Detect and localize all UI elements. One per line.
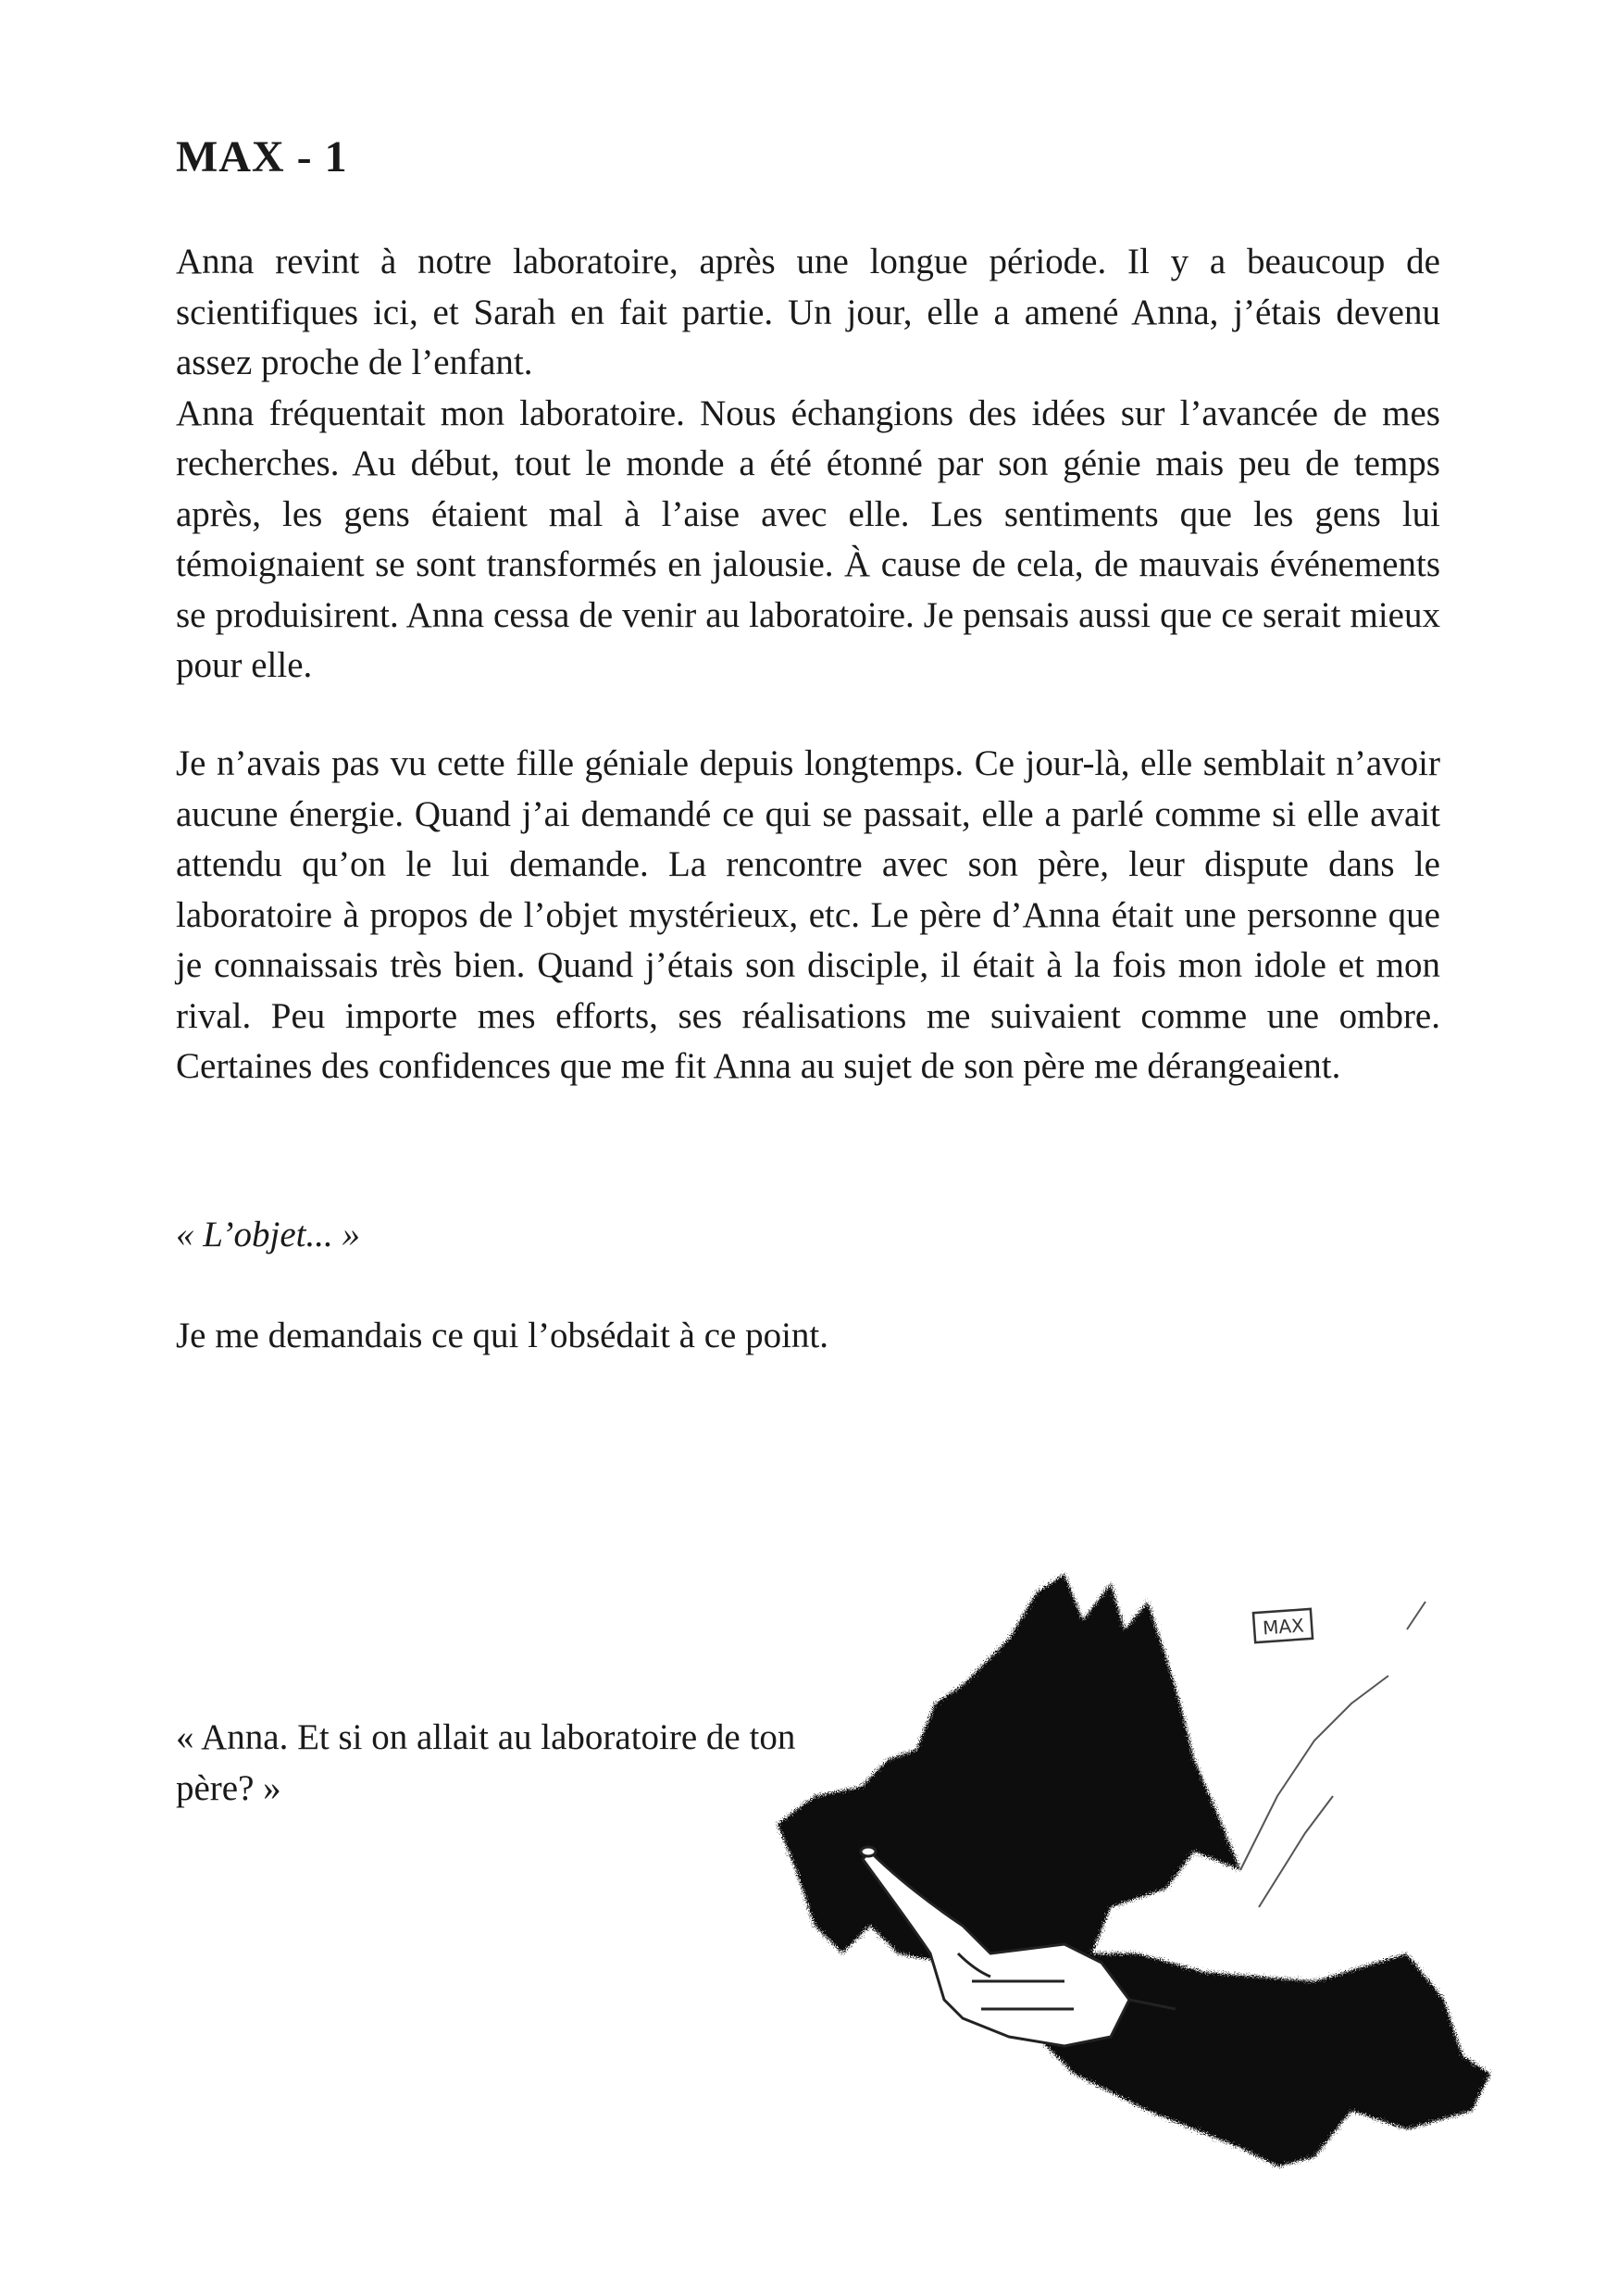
paragraph-2: Je n’avais pas vu cette fille géniale depuis longtemps. Ce jour-là, elle semblait n’avoir aucune énergie. Quand j’ai demandé ce qui se passait, elle a parlé comme si elle avait attendu qu’on le lui demande. La rencontre avec son père, leur dispute dans le laboratoire à propos de l’objet mystérieux, etc. Le père d’Anna était une personne que je connaissais très bien. Quand j’étais son disciple, il était à la fois mon idole et mon rival. Peu importe mes efforts, ses réalisations me suivaient comme une ombre. Certaines des confidences que me fit Anna au sujet de son père me dérangeaient.: [176, 743, 1440, 1086]
paragraph-1a: Anna revint à notre laboratoire, après une longue période. Il y a beaucoup de scientifiques ici, et Sarah en fait partie. Un jour, elle a amené Anna, j’étais devenu assez proche de l’enfant.: [176, 242, 1440, 382]
max-badge: [1253, 1609, 1313, 1642]
ink-illustration: [759, 1518, 1574, 2222]
quote-text: « L’objet... »: [176, 1215, 360, 1254]
paragraph-1b: Anna fréquentait mon laboratoire. Nous échangions des idées sur l’avancée de mes recherches. Au début, tout le monde a été étonné par son génie mais peu de temps après, les gens étaient mal à l’aise avec elle. Les sentiments que les gens lui témoignaient se sont transformés en jalousie. À cause de cela, de mauvais événements se produisirent. Anna cessa de venir au laboratoire. Je pensais aussi que ce serait mieux pour elle.: [176, 393, 1440, 685]
dialogue-text: « Anna. Et si on allait au laboratoire de ton père? »: [176, 1717, 796, 1808]
max-badge-label: MAX: [1262, 1614, 1305, 1640]
chapter-title: MAX - 1: [176, 132, 348, 181]
paragraph-1: [176, 237, 1440, 692]
closing-line: Je me demandais ce qui l’obsédait à ce point.: [176, 1316, 829, 1355]
sleeve-lines: [1240, 1602, 1425, 1907]
